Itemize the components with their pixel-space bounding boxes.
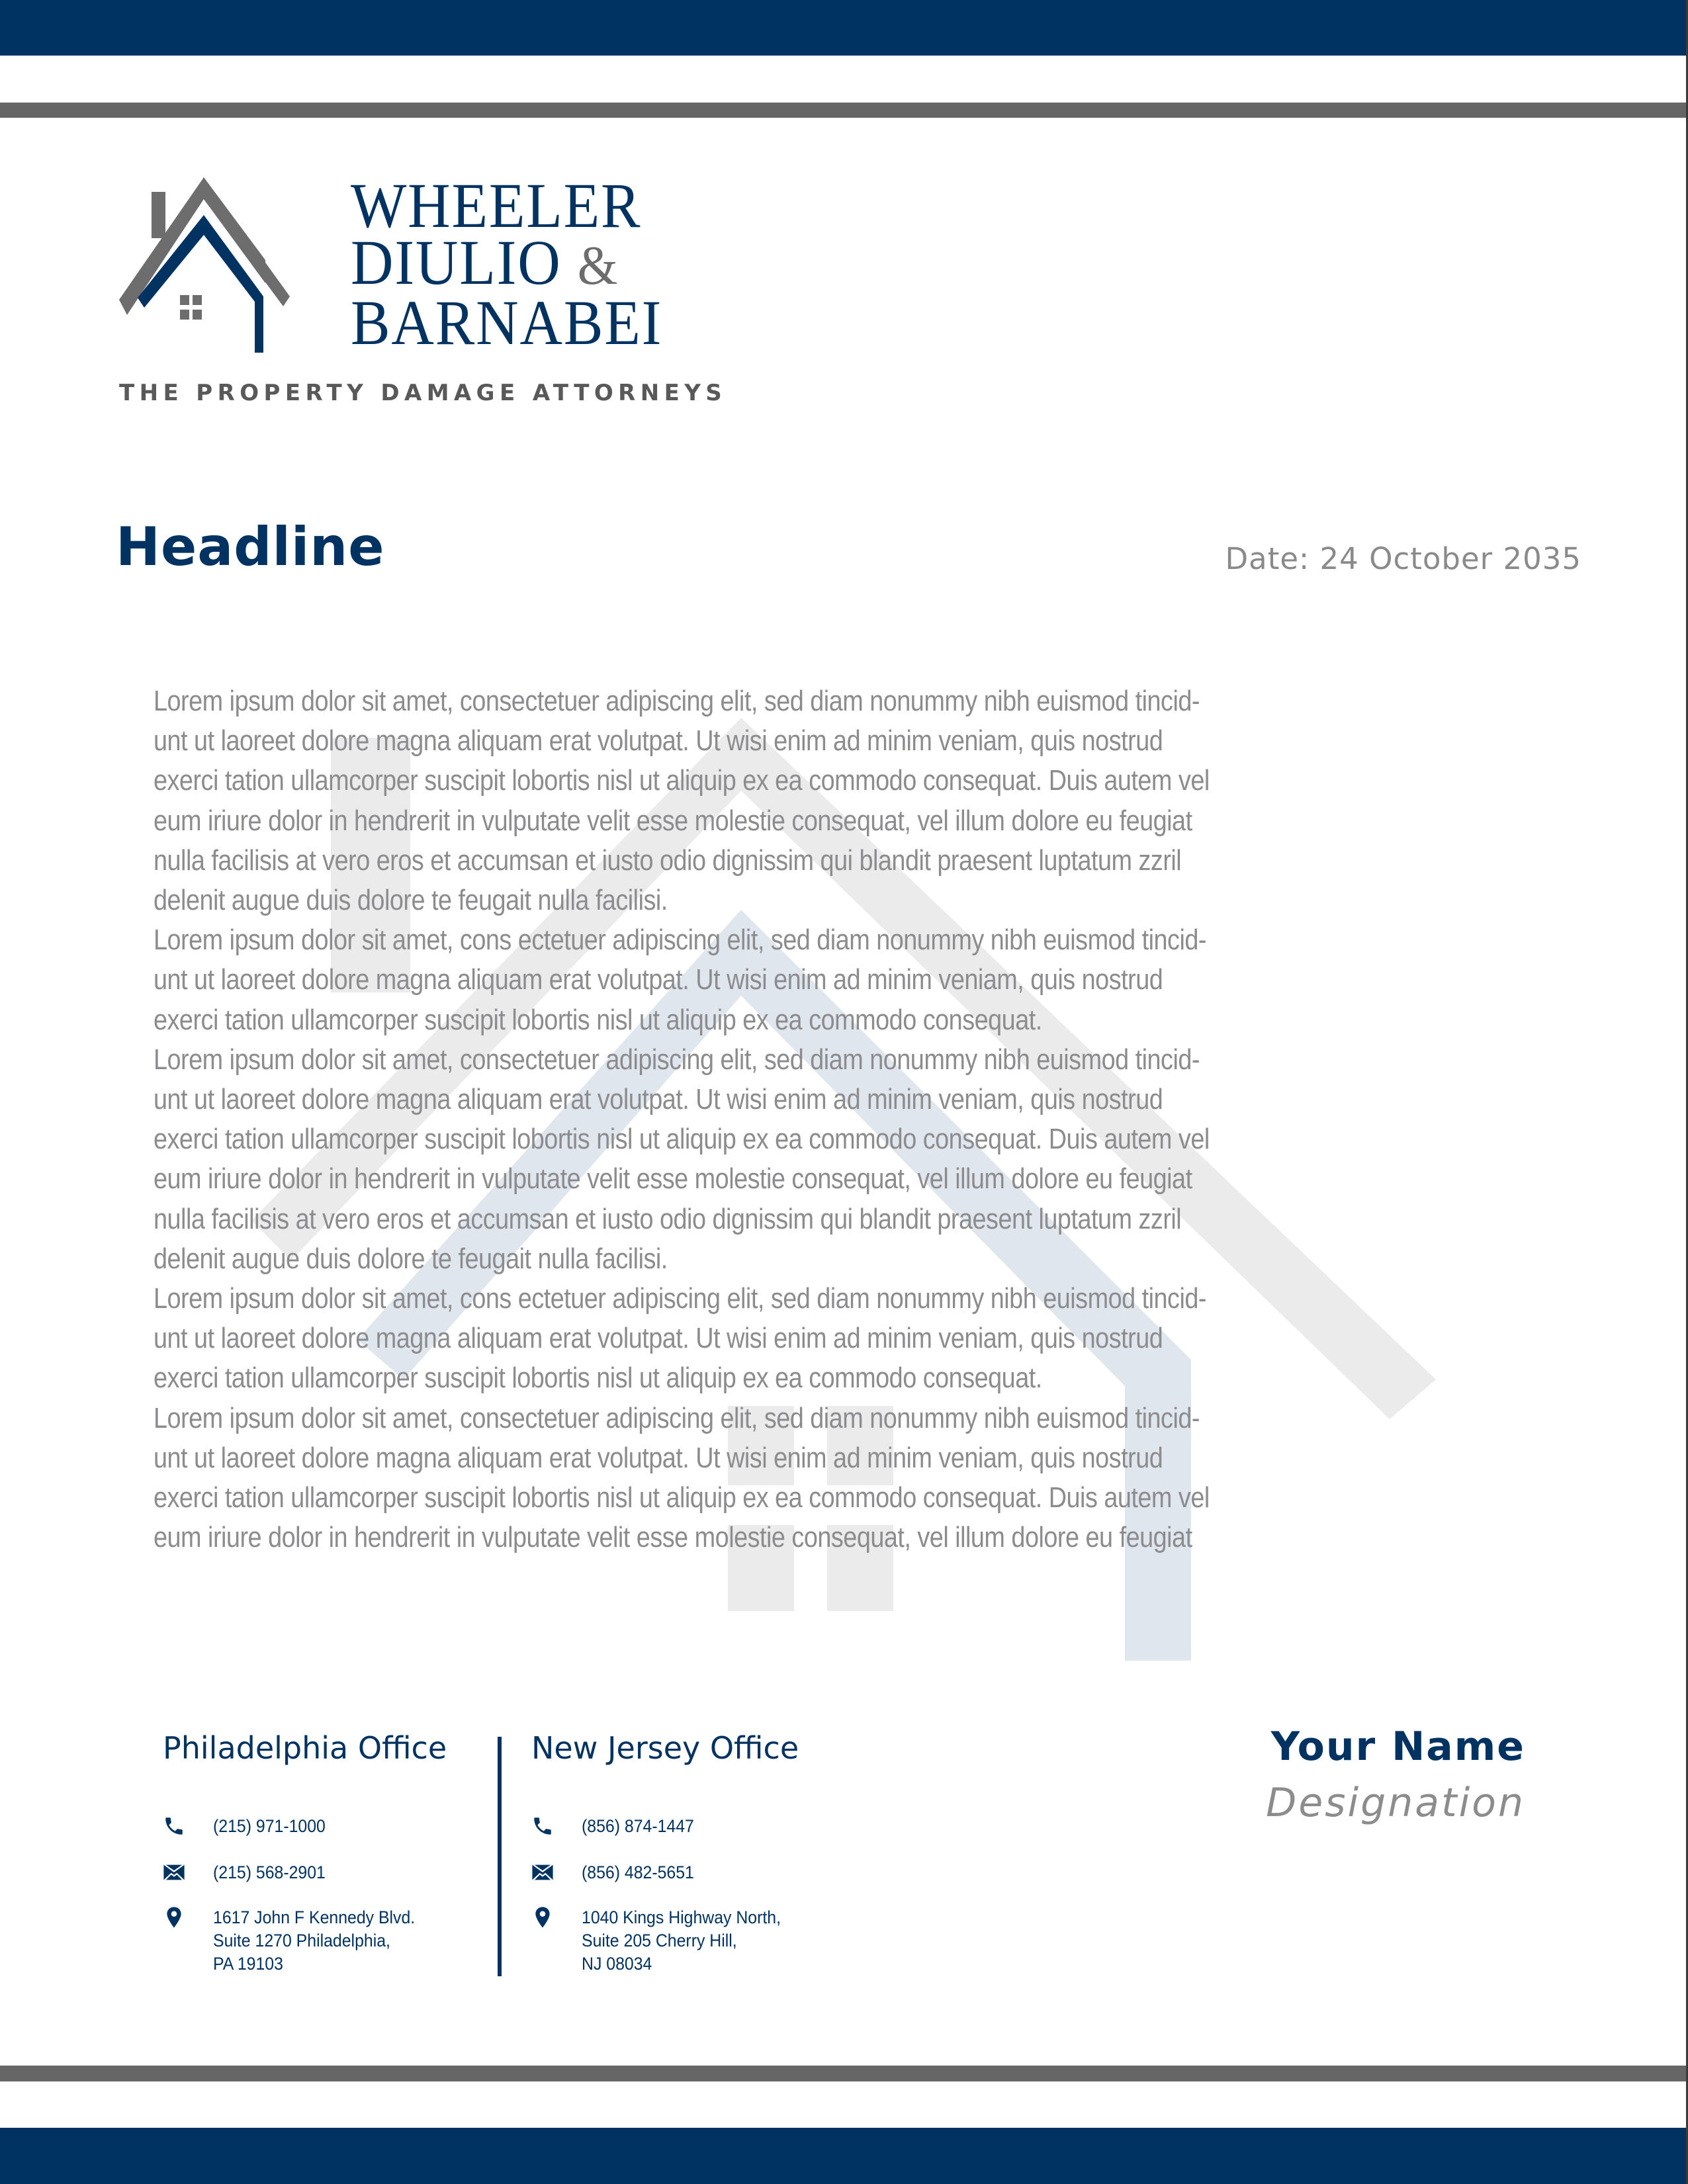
office-philadelphia: [163, 1730, 480, 1982]
letter-body: [154, 681, 1543, 1557]
top-navy-bar: [0, 0, 1688, 56]
body-line: Lorem ipsum dolor sit amet, consectetuer adipiscing elit, sed diam nonummy nibh euismod tincid-: [154, 1043, 1200, 1076]
fax-number[interactable]: (215) 568-2901: [213, 1862, 326, 1882]
body-line: exerci tation ullamcorper suscipit lobortis nisl ut aliquip ex ea commodo consequat. Duis autem vel: [154, 1123, 1210, 1156]
bottom-navy-bar: [0, 2128, 1688, 2184]
office-divider: [498, 1737, 502, 1976]
body-line: Lorem ipsum dolor sit amet, cons ectetuer adipiscing elit, sed diam nonummy nibh euismod tincid-: [154, 1282, 1206, 1315]
body-line: Lorem ipsum dolor sit amet, consectetuer adipiscing elit, sed diam nonummy nibh euismod tincid-: [154, 685, 1200, 717]
address-line: 1617 John F Kennedy Blvd.: [213, 1907, 416, 1927]
body-line: eum iriure dolor in hendrerit in vulputate velit esse molestie consequat, vel illum dolore eu feugiat: [154, 804, 1192, 837]
body-line: exerci tation ullamcorper suscipit lobortis nisl ut aliquip ex ea commodo consequat.: [154, 1003, 1042, 1036]
signature-designation: Designation: [1266, 1780, 1525, 1826]
office-title: Philadelphia Office: [163, 1730, 447, 1766]
phone-row: [531, 1815, 704, 1838]
body-line: Lorem ipsum dolor sit amet, consectetuer adipiscing elit, sed diam nonummy nibh euismod tincid-: [154, 1401, 1200, 1434]
fax-row: [163, 1861, 335, 1884]
office-title: New Jersey Office: [531, 1730, 799, 1766]
phone-icon: [531, 1815, 554, 1837]
body-line: eum iriure dolor in hendrerit in vulputate velit esse molestie consequat, vel illum dolore eu feugiat: [154, 1521, 1192, 1554]
bottom-gray-rule: [0, 2066, 1688, 2081]
body-line: eum iriure dolor in hendrerit in vulputate velit esse molestie consequat, vel illum dolore eu feugiat: [154, 1162, 1192, 1196]
logo-name-line-1: WHEELER: [351, 170, 642, 241]
address: [213, 1906, 415, 1976]
logo-tagline: THE PROPERTY DAMAGE ATTORNEYS: [119, 380, 727, 406]
location-pin-icon: [531, 1906, 554, 1929]
house-roof-icon: [119, 177, 337, 356]
body-line: unt ut laoreet dolore magna aliquam erat volutpat. Ut wisi enim ad minim veniam, quis nostrud: [154, 963, 1163, 996]
fax-number[interactable]: (856) 482-5651: [582, 1862, 694, 1882]
office-new-jersey: [531, 1730, 875, 1982]
address-line: Suite 1270 Philadelphia,: [213, 1931, 390, 1950]
body-line: delenit augue duis dolore te feugait nulla facilisi.: [154, 884, 668, 917]
body-line: Lorem ipsum dolor sit amet, cons ectetuer adipiscing elit, sed diam nonummy nibh euismod tincid-: [154, 924, 1206, 957]
envelope-icon: [531, 1861, 554, 1884]
body-line: exerci tation ullamcorper suscipit lobortis nisl ut aliquip ex ea commodo consequat.: [154, 1362, 1042, 1395]
address-line: NJ 08034: [582, 1954, 652, 1974]
top-gray-rule: [0, 103, 1688, 118]
page-headline: Headline: [116, 516, 385, 578]
envelope-icon: [163, 1861, 185, 1884]
logo-wordmark: [351, 170, 663, 358]
body-line: unt ut laoreet dolore magna aliquam erat volutpat. Ut wisi enim ad minim veniam, quis nostrud: [154, 724, 1163, 758]
body-line: nulla facilisis at vero eros et accumsan et iusto odio dignissim qui blandit praesent luptatum zzril: [154, 1202, 1182, 1235]
body-line: unt ut laoreet dolore magna aliquam erat volutpat. Ut wisi enim ad minim veniam, quis nostrud: [154, 1322, 1163, 1355]
address-row: [531, 1906, 798, 1976]
phone-number[interactable]: (856) 874-1447: [582, 1816, 694, 1836]
body-line: exerci tation ullamcorper suscipit lobortis nisl ut aliquip ex ea commodo consequat. Duis autem vel: [154, 764, 1210, 797]
logo-name-line-3: BARNABEI: [351, 287, 663, 358]
signature-name: Your Name: [1270, 1724, 1525, 1770]
address-line: 1040 Kings Highway North,: [582, 1907, 781, 1927]
body-line: unt ut laoreet dolore magna aliquam erat volutpat. Ut wisi enim ad minim veniam, quis nostrud: [154, 1083, 1163, 1116]
logo-name-line-2: DIULIO &: [351, 227, 619, 298]
location-pin-icon: [163, 1906, 185, 1929]
body-line: delenit augue duis dolore te feugait nulla facilisi.: [154, 1242, 668, 1275]
body-line: exerci tation ullamcorper suscipit lobortis nisl ut aliquip ex ea commodo consequat. Duis autem vel: [154, 1481, 1210, 1514]
letter-date: Date: 24 October 2035: [1225, 541, 1581, 576]
address-line: PA 19103: [213, 1954, 283, 1974]
company-logo: [119, 170, 727, 415]
body-line: unt ut laoreet dolore magna aliquam erat volutpat. Ut wisi enim ad minim veniam, quis nostrud: [154, 1441, 1163, 1474]
address-row: [163, 1906, 433, 1976]
body-line: nulla facilisis at vero eros et accumsan et iusto odio dignissim qui blandit praesent luptatum zzril: [154, 844, 1182, 877]
phone-icon: [163, 1815, 185, 1837]
logo-ampersand: &: [577, 235, 619, 296]
phone-row: [163, 1815, 335, 1838]
phone-number[interactable]: (215) 971-1000: [213, 1816, 326, 1836]
address-line: Suite 205 Cherry Hill,: [582, 1931, 737, 1950]
fax-row: [531, 1861, 704, 1884]
address: [582, 1906, 781, 1976]
